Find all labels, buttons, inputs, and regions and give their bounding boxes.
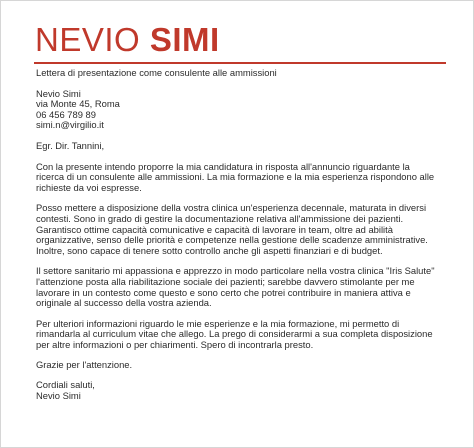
sender-email: simi.n@virgilio.it [36,119,104,131]
paragraph-closing-info: Per ulteriori informazioni riguardo le mie esperienze e la mia formazione, mi permetto di rimandarla al curriculum vitae che allego. La prego di considerarmi a sua completa disposizione per altre informazioni o per chiarimenti. Spero di incontrarla presto. [36,317,433,350]
sender-block [36,89,436,131]
sender-address: via Monte 45, Roma [36,98,120,110]
letterhead-name [35,20,220,60]
last-name: SIMI [149,21,220,58]
paragraph-intro: Con la presente intendo proporre la mia candidatura in risposta all'annuncio riguardante la ricerca di un consulente alle ammissioni. La mia formazione e la mia esperienza rispondono alle richieste da voi espresse. [36,160,435,193]
closing-line: Cordiali saluti, [36,379,95,391]
letter-subject: Lettera di presentazione come consulente alle ammissioni [36,67,277,78]
signature-name: Nevio Simi [36,389,81,401]
letter-body [36,68,436,401]
sender-name: Nevio Simi [36,87,81,99]
paragraph-motivation: Il settore sanitario mi appassiona e apprezzo in modo particolare nella vostra clinica "Iris Salute" l'attenzione posta alla riabilitazione sociale dei pazienti; sarebbe davvero stimolante per me lavorare in un contesto come questo e sono certo che potrei contribuire in maniera attiva e originale al successo della vostra azienda. [36,265,435,309]
sender-phone: 06 456 789 89 [36,108,96,120]
paragraph-experience: Posso mettere a disposizione della vostra clinica un'esperienza decennale, maturata in diversi contesti. Sono in grado di gestire la documentazione relativa all'ammissione dei pazienti. Garantisco ottime capacità comunicative e capacità di lavorare in team, oltre ad abilità organizzative, senso delle priorità e competenze nella gestione delle scadenze amministrative. Inoltre, sono capace di tenere sotto controllo anche gli aspetti finanziari e di budget. [36,202,428,256]
letterhead [34,20,446,64]
salutation: Egr. Dir. Tannini, [36,139,105,151]
thanks-line: Grazie per l'attenzione. [36,359,133,371]
first-name: NEVIO [35,21,141,58]
